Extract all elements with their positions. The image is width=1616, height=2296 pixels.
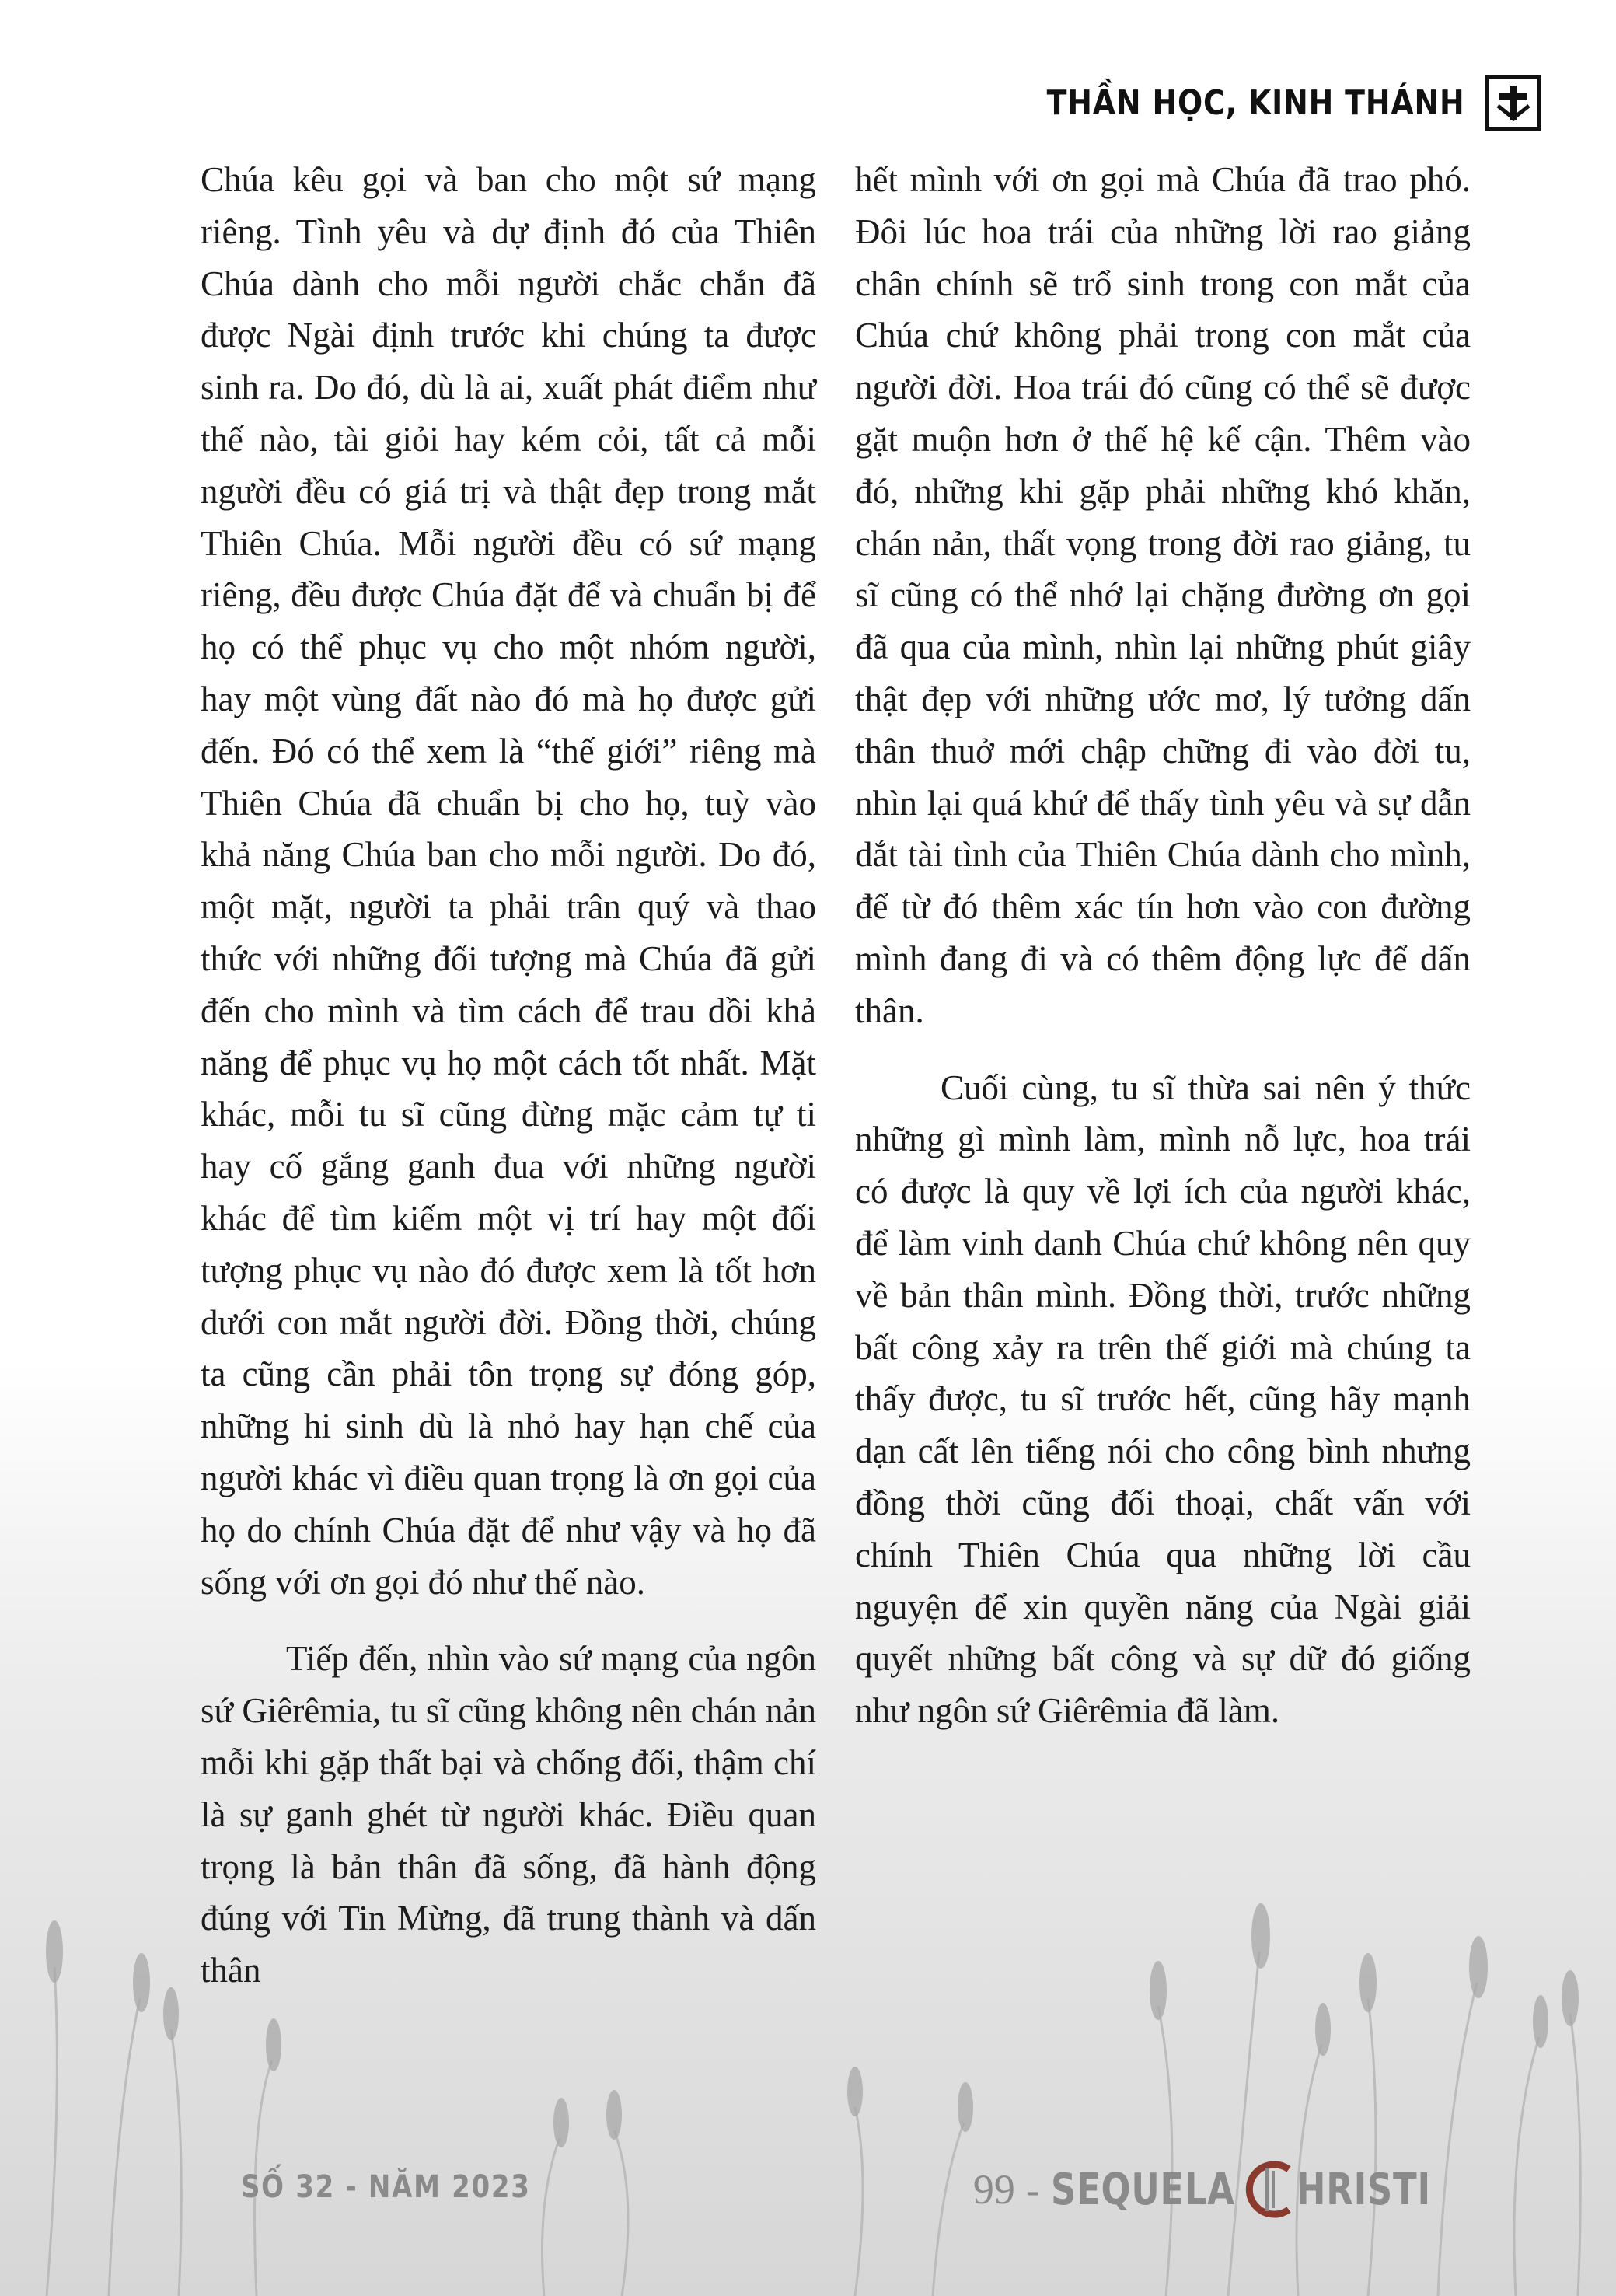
- text-column-right: [855, 154, 1471, 1737]
- brand-name-part1: SEQUELA: [1050, 2164, 1235, 2215]
- section-title: THẦN HỌC, KINH THÁNH: [1047, 82, 1465, 123]
- page-footer-brand: [973, 2158, 1464, 2221]
- paragraph: Cuối cùng, tu sĩ thừa sai nên ý thức những gì mình làm, mình nỗ lực, hoa trái có được là quy về lợi ích của người khác, để làm vinh danh Chúa chứ không nên quy về bản thân mình. Đồng thời, trước những bất công xảy ra trên thế giới mà chúng ta thấy được, tu sĩ trước hết, cũng hãy mạnh dạn cất lên tiếng nói cho công bình nhưng đồng thời cũng đối thoại, chất vấn với chính Thiên Chúa qua những lời cầu nguyện để xin quyền năng của Ngài giải quyết những bất công và sự dữ đó giống như ngôn sứ Giêrêmia đã làm.: [855, 1068, 1471, 1731]
- page-number: 99: [972, 2166, 1015, 2213]
- cross-emblem-icon: [1485, 75, 1541, 131]
- christi-c-logo-icon: [1242, 2158, 1297, 2221]
- brand-name-part2: HRISTI: [1296, 2164, 1431, 2215]
- page-header: [979, 75, 1541, 131]
- issue-label: SỐ 32 - NĂM 2023: [241, 2169, 531, 2205]
- text-column-left: [201, 154, 816, 1997]
- paragraph: Tiếp đến, nhìn vào sứ mạng của ngôn sứ Giêrêmia, tu sĩ cũng không nên chán nản mỗi khi gặp thất bại và chống đối, thậm chí là sự ganh ghét từ người khác. Điều quan trọng là bản thân đã sống, đã hành động đúng với Tin Mừng, đã trung thành và dấn thân: [201, 1639, 816, 1990]
- paragraph: hết mình với ơn gọi mà Chúa đã trao phó. Đôi lúc hoa trái của những lời rao giảng chân chính sẽ trổ sinh trong con mắt của Chúa chứ không phải trong con mắt của người đời. Hoa trái đó cũng có thể sẽ được gặt muộn hơn ở thế hệ kế cận. Thêm vào đó, những khi gặp phải những khó khăn, chán nản, thất vọng trong đời rao giảng, tu sĩ cũng có thể nhớ lại chặng đường ơn gọi đã qua của mình, nhìn lại những phút giây thật đẹp với những ước mơ, lý tưởng dấn thân thuở mới chập chững đi vào đời tu, nhìn lại quá khứ để thấy tình yêu và sự dẫn dắt tài tình của Thiên Chúa dành cho mình, để từ đó thêm xác tín hơn vào con đường mình đang đi và có thêm động lực để dấn thân.: [855, 160, 1471, 1030]
- paragraph: Chúa kêu gọi và ban cho một sứ mạng riêng. Tình yêu và dự định đó của Thiên Chúa dành cho mỗi người chắc chắn đã được Ngài định trước khi chúng ta được sinh ra. Do đó, dù là ai, xuất phát điểm như thế nào, tài giỏi hay kém cỏi, tất cả mỗi người đều có giá trị và thật đẹp trong mắt Thiên Chúa. Mỗi người đều có sứ mạng riêng, đều được Chúa đặt để và chuẩn bị để họ có thể phục vụ cho một nhóm người, hay một vùng đất nào đó mà họ được gửi đến. Đó có thể xem là “thế giới” riêng mà Thiên Chúa đã chuẩn bị cho họ, tuỳ vào khả năng Chúa ban cho mỗi người. Do đó, một mặt, người ta phải trân quý và thao thức với những đối tượng mà Chúa đã gửi đến cho mình và tìm cách để trau dồi khả năng để phục vụ họ một cách tốt nhất. Mặt khác, mỗi tu sĩ cũng đừng mặc cảm tự ti hay cố gắng ganh đua với những người khác để tìm kiếm một vị trí hay một đối tượng phục vụ nào đó được xem là tốt hơn dưới con mắt người đời. Đồng thời, chúng ta cũng cần phải tôn trọng sự đóng góp, những hi sinh dù là nhỏ hay hạn chế của người khác vì điều quan trọng là ơn gọi của họ do chính Chúa đặt để như vậy và họ đã sống với ơn gọi đó như thế nào.: [201, 160, 816, 1602]
- footer-separator: -: [1025, 2166, 1040, 2213]
